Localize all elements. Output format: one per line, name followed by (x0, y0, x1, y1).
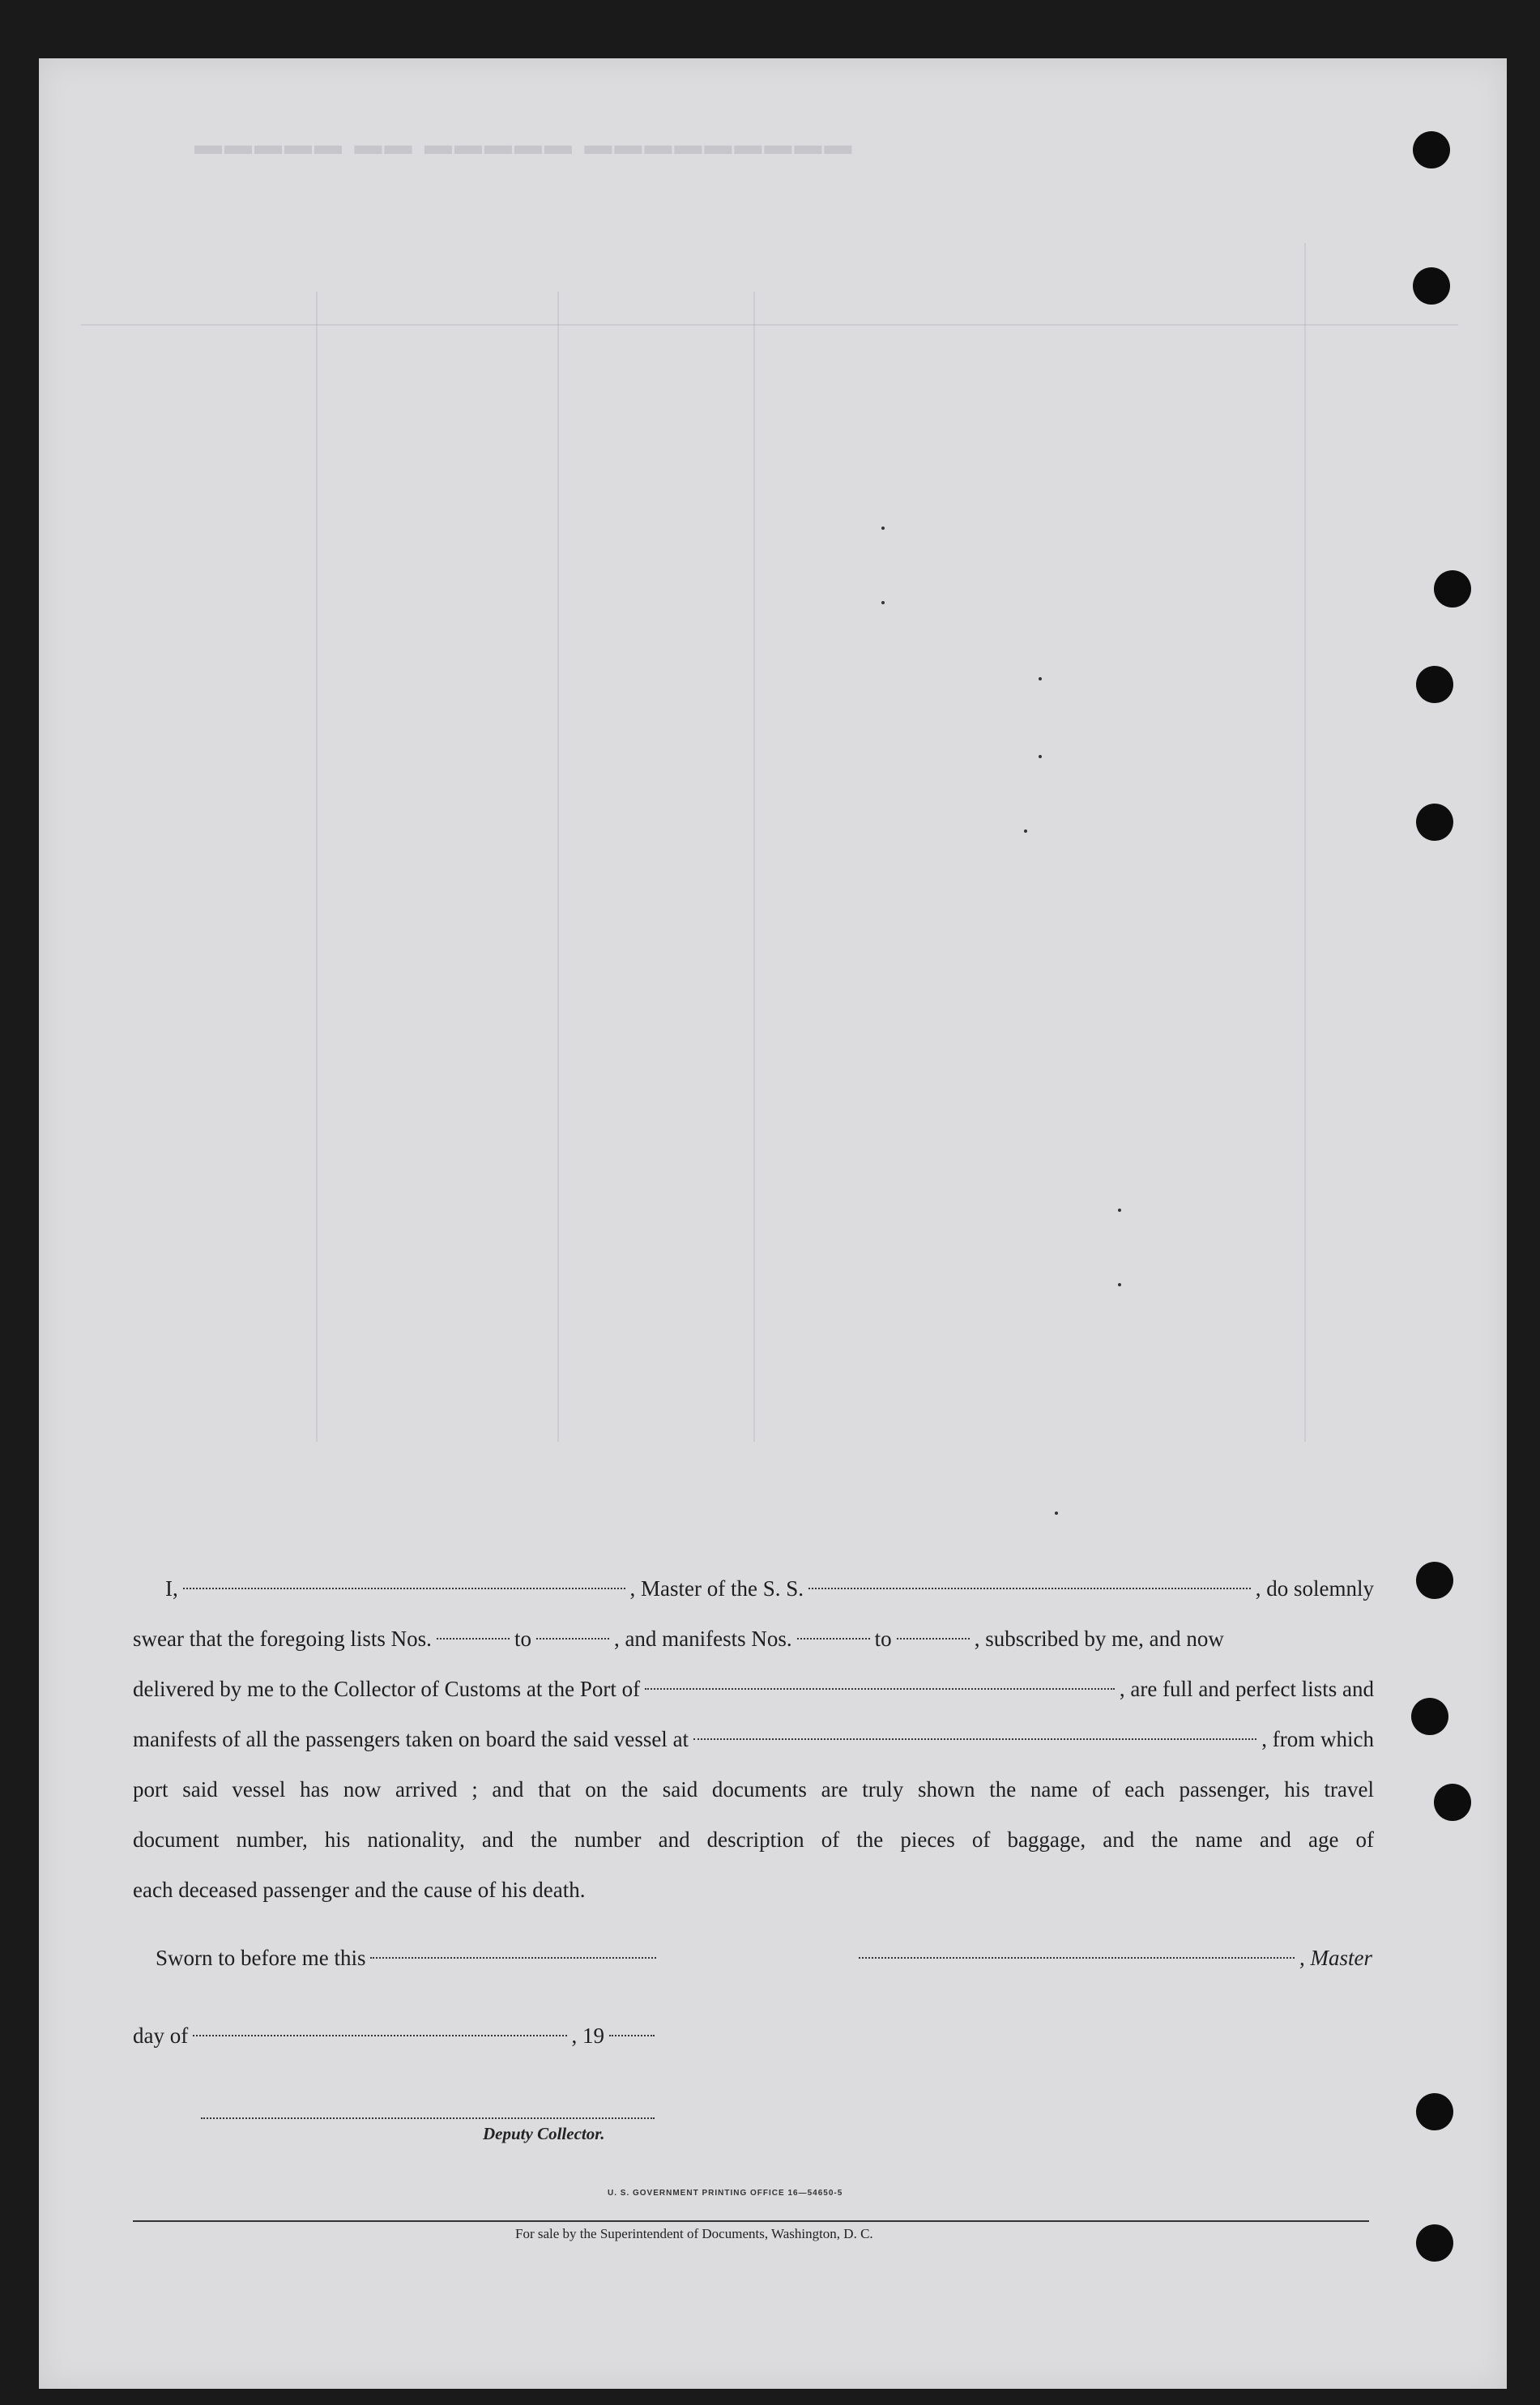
bleed-through-header: ▬▬▬▬▬ ▬▬ ▬▬▬▬▬ ▬▬▬▬▬▬▬▬▬ (194, 130, 855, 160)
oath-text: swear that the foregoing lists Nos. (133, 1627, 432, 1651)
binder-hole (1413, 131, 1450, 168)
binder-hole (1434, 1784, 1471, 1821)
oath-text: delivered by me to the Collector of Customs at the Port of (133, 1677, 641, 1701)
sworn-label: Sworn to before me this (156, 1946, 366, 1970)
sworn-line (156, 1946, 661, 1971)
speck (1039, 755, 1042, 758)
master-label: , Master (1299, 1946, 1372, 1970)
oath-line (133, 1714, 1374, 1764)
oath-text: I, (165, 1576, 178, 1601)
master-signature-blank[interactable] (859, 1957, 1295, 1959)
speck (881, 527, 885, 530)
speck (1118, 1283, 1121, 1286)
speck (1118, 1209, 1121, 1212)
binder-hole (1416, 804, 1453, 841)
oath-line (133, 1664, 1374, 1714)
oath-text: , subscribed by me, and now (974, 1627, 1224, 1651)
oath-text: document number, his nationality, and the number and description of the pieces of baggage, and the name and age of (133, 1827, 1374, 1852)
oath-text: each deceased passenger and the cause of his death. (133, 1878, 586, 1902)
oath-text: , are full and perfect lists and (1119, 1677, 1374, 1701)
speck (1055, 1512, 1058, 1515)
binder-hole (1416, 2224, 1453, 2262)
manifest-from-blank[interactable] (797, 1638, 870, 1640)
list-from-blank[interactable] (437, 1638, 510, 1640)
master-name-blank[interactable] (183, 1588, 625, 1589)
binder-hole (1416, 1562, 1453, 1599)
oath-block (133, 1563, 1374, 1915)
deputy-signature-blank[interactable] (201, 2117, 655, 2119)
speck (881, 601, 885, 604)
manifest-to-blank[interactable] (897, 1638, 970, 1640)
oath-text: manifests of all the passengers taken on board the said vessel at (133, 1727, 689, 1751)
month-blank[interactable] (193, 2035, 566, 2036)
day-of-label: day of (133, 2023, 189, 2048)
oath-text: to (874, 1627, 892, 1651)
speck (1039, 677, 1042, 680)
bleed-through-rule (316, 292, 318, 1442)
bleed-through-rule (557, 292, 559, 1442)
departure-port-blank[interactable] (693, 1738, 1256, 1740)
deputy-collector-label: Deputy Collector. (483, 2124, 605, 2143)
speck (1024, 829, 1027, 833)
binder-hole (1434, 570, 1471, 608)
oath-text: to (514, 1627, 531, 1651)
sworn-date-blank[interactable] (370, 1957, 656, 1959)
oath-text: , Master of the S. S. (629, 1576, 804, 1601)
bleed-through-rule (1304, 243, 1306, 1442)
binder-hole (1413, 267, 1450, 305)
list-to-blank[interactable] (536, 1638, 609, 1640)
oath-text: port said vessel has now arrived ; and that on the said documents are truly shown the name of each passenger, his travel (133, 1777, 1374, 1802)
day-of-line (133, 2023, 659, 2049)
oath-text: , and manifests Nos. (613, 1627, 792, 1651)
oath-line (133, 1614, 1374, 1664)
bleed-through-rule (81, 324, 1458, 326)
year-blank[interactable] (609, 2035, 655, 2036)
oath-text: , do solemnly (1255, 1576, 1375, 1601)
footer-note: For sale by the Superintendent of Documents, Washington, D. C. (515, 2226, 873, 2241)
binder-hole (1416, 666, 1453, 703)
ship-name-blank[interactable] (808, 1588, 1251, 1589)
year-label: , 19 (571, 2023, 604, 2048)
binder-hole (1416, 2093, 1453, 2130)
bleed-through-rule (753, 292, 755, 1442)
oath-text: , from which (1261, 1727, 1374, 1751)
binder-hole (1411, 1698, 1448, 1735)
footer-rule (133, 2220, 1369, 2222)
master-signature-line (854, 1946, 1372, 1971)
oath-line (133, 1563, 1374, 1614)
printer-mark: U. S. GOVERNMENT PRINTING OFFICE 16—54650-5 (608, 2189, 843, 2198)
port-blank[interactable] (645, 1688, 1115, 1690)
